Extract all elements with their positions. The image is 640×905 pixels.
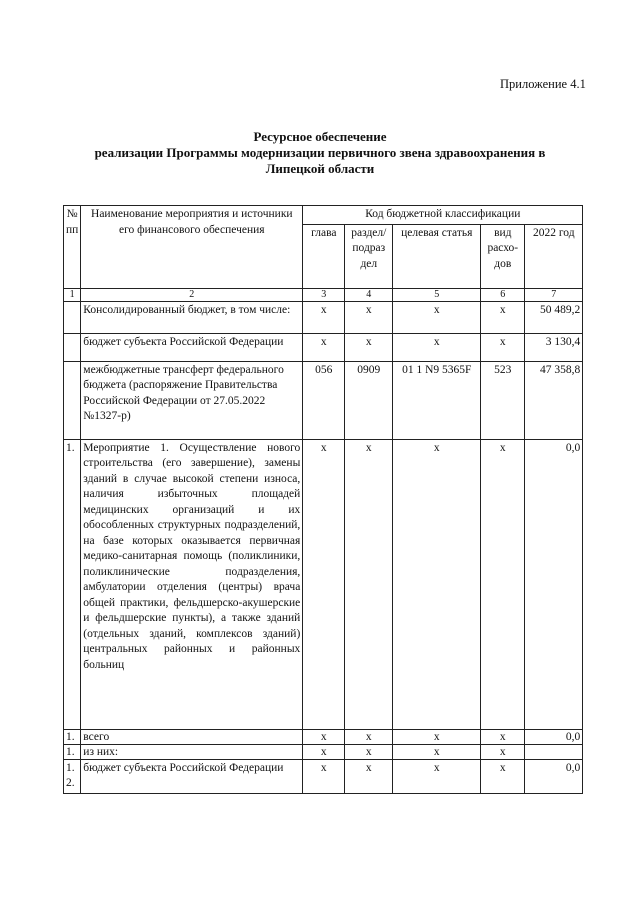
row-target: х [393,729,481,744]
table-row [64,301,583,333]
table-row [64,361,583,439]
row-target: х [393,301,481,333]
row-num: 1. 2. [64,759,81,793]
row-name: из них: [81,744,303,759]
header-exptype: вид расхо- дов [481,224,525,288]
colnum: 6 [481,288,525,301]
header-target: целевая статья [393,224,481,288]
row-name: Консолидированный бюджет, в том числе: [81,301,303,333]
colnum: 7 [525,288,583,301]
row-name: Мероприятие 1. Осуществление нового строительства (его завершение), замены зданий в случае высокой степени износа, наличия избыточных площадей медицинских организаций и их обособленных структурных подразделений, на базе которых оказывается первичная медико-санитарная помощь (поликлиники, поликлинические подразделения, амбулатории отделения (центры) врача общей практики, фельдшерско-акушерские и фельдшерские пункты), а также зданий (отдельных зданий, комплексов зданий) центральных районных и районных больниц [81,439,303,729]
row-target: х [393,333,481,361]
row-name: всего [81,729,303,744]
row-amount: 0,0 [525,759,583,793]
row-exptype: х [481,729,525,744]
header-row [64,206,583,225]
row-amount: 0,0 [525,729,583,744]
title-line-2: реализации Программы модернизации первичного звена здравоохранения в [94,145,546,160]
row-chapter: х [303,744,345,759]
row-num [64,333,81,361]
row-section: х [345,333,393,361]
header-section: раздел/ подраз дел [345,224,393,288]
header-chapter: глава [303,224,345,288]
row-exptype: х [481,759,525,793]
resource-table [63,205,583,794]
table-row [64,759,583,793]
row-amount: 47 358,8 [525,361,583,439]
row-name: бюджет субъекта Российской Федерации [81,333,303,361]
row-exptype: 523 [481,361,525,439]
row-section: х [345,744,393,759]
table-row [64,439,583,729]
colnum: 2 [81,288,303,301]
table-row [64,729,583,744]
row-num: 1. [64,439,81,729]
row-amount: 3 130,4 [525,333,583,361]
title-line-1: Ресурсное обеспечение [253,129,387,144]
row-num [64,361,81,439]
row-exptype: х [481,333,525,361]
header-kbk: Код бюджетной классификации [303,206,583,225]
appendix-label: Приложение 4.1 [500,77,586,91]
header-name: Наименование мероприятия и источники его финансового обеспечения [81,206,303,289]
colnum: 1 [64,288,81,301]
colnum: 3 [303,288,345,301]
row-amount: 50 489,2 [525,301,583,333]
colnum: 5 [393,288,481,301]
header-year: 2022 год [525,224,583,288]
row-section: х [345,439,393,729]
row-amount: 0,0 [525,439,583,729]
table-row [64,333,583,361]
row-chapter: х [303,729,345,744]
row-section: х [345,301,393,333]
table-row [64,744,583,759]
document-title [0,129,640,177]
row-chapter: 056 [303,361,345,439]
header-num: № пп [64,206,81,289]
row-chapter: х [303,439,345,729]
row-num: 1. [64,729,81,744]
row-name: межбюджетные трансферт федерального бюджета (распоряжение Правительства Российской Федерации от 27.05.2022 №1327-р) [81,361,303,439]
row-section: 0909 [345,361,393,439]
row-chapter: х [303,333,345,361]
row-name: бюджет субъекта Российской Федерации [81,759,303,793]
row-target: х [393,744,481,759]
row-exptype: х [481,439,525,729]
row-section: х [345,759,393,793]
row-target: х [393,759,481,793]
title-line-3: Липецкой области [265,161,375,176]
row-target: 01 1 N9 5365F [393,361,481,439]
colnum: 4 [345,288,393,301]
row-exptype: х [481,301,525,333]
row-num: 1. [64,744,81,759]
row-exptype: х [481,744,525,759]
row-section: х [345,729,393,744]
row-target: х [393,439,481,729]
row-chapter: х [303,301,345,333]
row-num [64,301,81,333]
column-number-row [64,288,583,301]
row-chapter: х [303,759,345,793]
row-amount [525,744,583,759]
